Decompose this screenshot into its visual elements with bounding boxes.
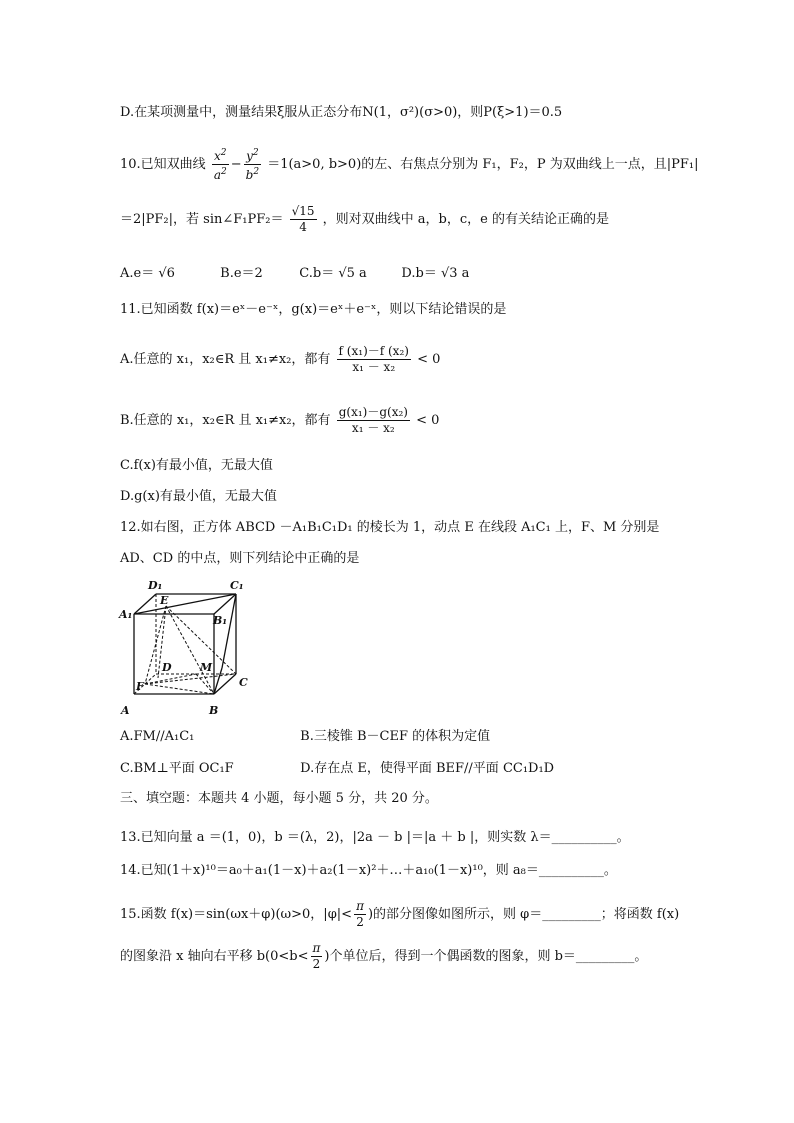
label-d: D [162, 661, 172, 674]
fraction-sqrt15-4: $\frac{√15}{4}$ [291, 204, 315, 234]
q12-options-row2 [120, 759, 554, 779]
q10-l2-suffix: ，则对双曲线中 a，b，c，e 的有关结论正确的是 [322, 212, 609, 227]
fraction-g-diff: $\frac{\text{g(x₁)－g(x₂)}}{\text{x₁ － x₂}}$ [338, 405, 408, 435]
label-d1: D₁ [148, 579, 163, 592]
q15-line1: 15.函数 f(x)＝sin(ωx＋φ)(ω>0，|φ|< $\frac{\pi}{2}$ )的部分图像如图所示，则 φ＝_________；将函数 f(x) [120, 899, 680, 929]
q10-line2 [120, 204, 609, 235]
cube-figure [118, 578, 258, 720]
q12-options-row1 [120, 727, 490, 747]
section-3-heading: 三、填空题：本题共 4 小题，每小题 5 分，共 20 分。 [120, 791, 438, 806]
label-c: C [239, 676, 248, 689]
q10-line1: 10.已知双曲线 $\frac{x^2}{a^2}$ − $\frac{y^2}{b^2}$ ＝1(a>0, b>0)的左、右焦点分别为 F₁，F₂，P 为双曲线上一点，且|PF₁| [120, 148, 699, 182]
q14: 14.已知(1＋x)¹⁰＝a₀＋a₁(1－x)＋a₂(1－x)²＋…＋a₁₀(1－x)¹⁰，则 a₈＝__________。 [120, 863, 617, 878]
q11-option-c: C.f(x)有最小值，无最大值 [120, 458, 273, 473]
q11-option-b: B.任意的 x₁，x₂∈R 且 x₁≠x₂，都有 $\frac{\text{g(x₁)－g(x₂)}}{\text{x₁ － x₂}}$ < 0 [120, 405, 440, 435]
label-a: A [121, 704, 130, 717]
q12-stem-line2: AD、CD 的中点，则下列结论中正确的是 [120, 551, 360, 566]
fraction-x2-a2: $\frac{x^2}{a^2}$ [213, 148, 227, 182]
label-a1: A₁ [119, 608, 133, 621]
fraction-pi-2b: $\frac{\pi}{2}$ [312, 941, 321, 971]
q10-prefix: 10.已知双曲线 [120, 157, 206, 172]
label-c1: C₁ [230, 579, 244, 592]
label-f: F [136, 680, 144, 693]
q10-option-a: A.e＝ √6 [120, 266, 175, 281]
fraction-f-diff: $\frac{\text{f (x₁)－f (x₂)}}{\text{x₁ － x₂}}$ [338, 344, 409, 374]
q10-option-b: B.e＝2 [220, 266, 263, 281]
q10-options [120, 264, 469, 284]
q12-option-b: B.三棱锥 B－CEF 的体积为定值 [300, 729, 491, 744]
label-b1: B₁ [213, 614, 228, 627]
label-b: B [209, 704, 219, 717]
q12-option-a: A.FM//A₁C₁ [120, 729, 195, 744]
option-d-normal-dist: D.在某项测量中，测量结果ξ服从正态分布N(1，σ²)(σ>0)，则P(ξ>1)＝0.5 [120, 105, 563, 120]
q12-option-d: D.存在点 E，使得平面 BEF//平面 CC₁D₁D [300, 761, 555, 776]
q11-option-a: A.任意的 x₁，x₂∈R 且 x₁≠x₂，都有 $\frac{\text{f (x₁)－f (x₂)}}{\text{x₁ － x₂}}$ < 0 [120, 344, 441, 374]
q10-l2-prefix: ＝2|PF₂|，若 sin∠F₁PF₂＝ [120, 212, 284, 227]
q15-line2: 的图象沿 x 轴向右平移 b(0<b< $\frac{\pi}{2}$ )个单位后，得到一个偶函数的图象，则 b＝_________。 [120, 941, 648, 971]
fraction-y2-b2: $\frac{y^2}{b^2}$ [245, 148, 260, 182]
q10-option-d: D.b＝ √3 a [401, 266, 470, 281]
q11-stem: 11.已知函数 f(x)＝eˣ－e⁻ˣ，g(x)＝eˣ＋e⁻ˣ，则以下结论错误的是 [120, 302, 507, 317]
q13: 13.已知向量 a ＝(1，0)，b ＝(λ，2)，|2a － b |＝|a ＋ b |，则实数 λ＝__________。 [120, 830, 630, 845]
label-e: E [160, 594, 169, 607]
q12-stem-line1: 12.如右图，正方体 ABCD －A₁B₁C₁D₁ 的棱长为 1，动点 E 在线段 A₁C₁ 上，F、M 分别是 [120, 520, 660, 535]
label-m: M [200, 661, 213, 674]
q10-option-c: C.b＝ √5 a [299, 266, 367, 281]
q10-suffix: ＝1(a>0, b>0)的左、右焦点分别为 F₁，F₂，P 为双曲线上一点，且|PF₁| [267, 157, 699, 172]
q11-option-d: D.g(x)有最小值，无最大值 [120, 489, 277, 504]
q12-option-c: C.BM⊥平面 OC₁F [120, 761, 234, 776]
fraction-pi-2: $\frac{\pi}{2}$ [356, 899, 364, 929]
